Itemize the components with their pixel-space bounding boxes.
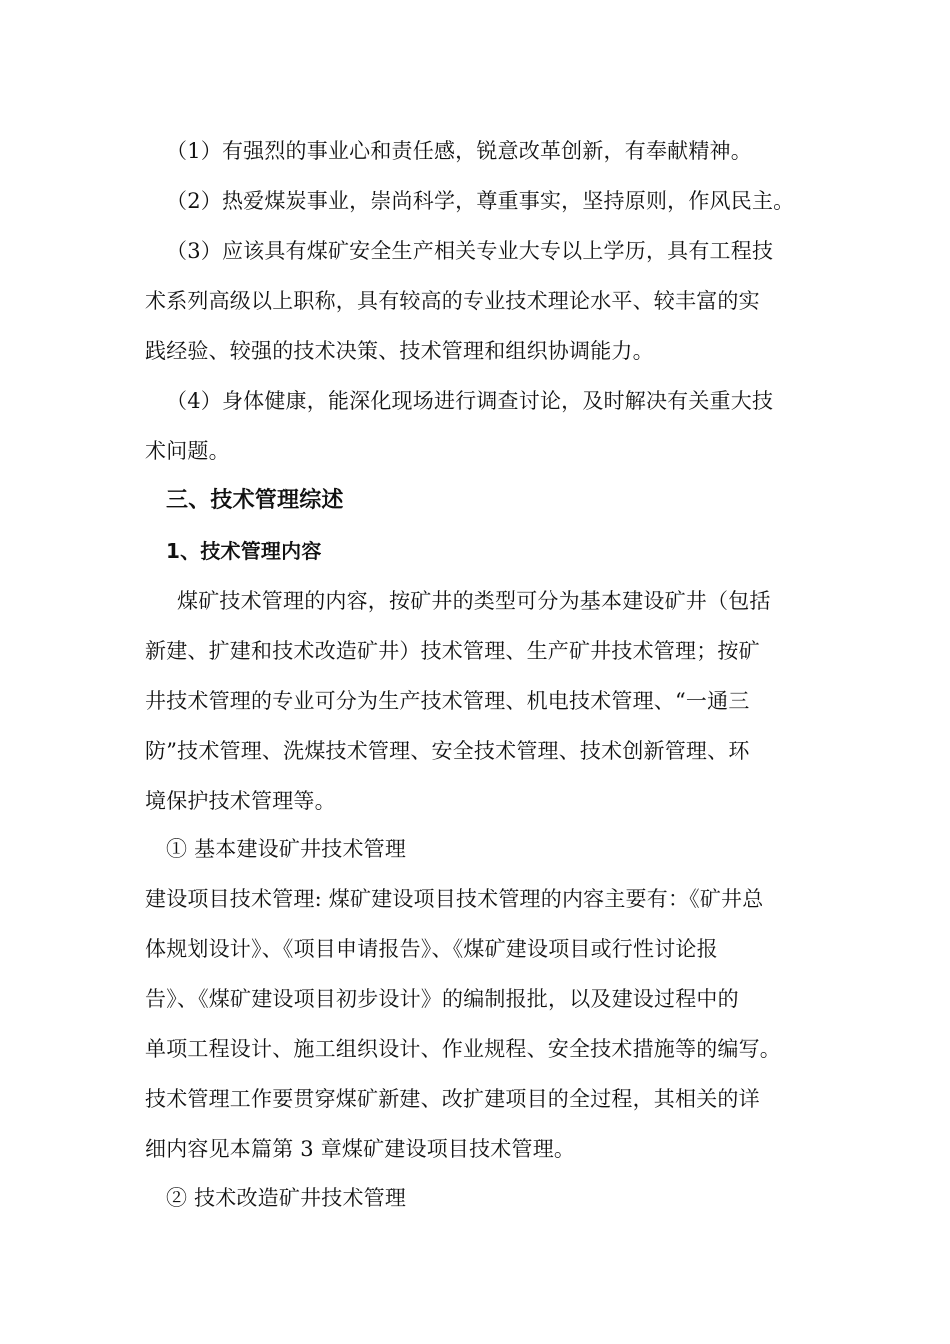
- construction-line-1: 建设项目技术管理: 煤矿建设项目技术管理的内容主要有：《矿井总: [145, 887, 764, 911]
- requirement-3-line-3: 践经验、较强的技术决策、技术管理和组织协调能力。: [145, 339, 654, 363]
- construction-line-4: 单项工程设计、施工组织设计、作业规程、安全技术措施等的编写。: [145, 1037, 781, 1061]
- item-heading-1: ① 基本建设矿井技术管理: [166, 837, 407, 861]
- paragraph-line-4: 防”技术管理、洗煤技术管理、安全技术管理、技术创新管理、环: [145, 739, 750, 763]
- requirement-1: （1）有强烈的事业心和责任感，锐意改革创新，有奉献精神。: [166, 139, 752, 163]
- construction-line-5: 技术管理工作要贯穿煤矿新建、改扩建项目的全过程，其相关的详: [145, 1087, 760, 1111]
- requirement-4-line-2: 术问题。: [145, 439, 230, 463]
- requirement-3-line-1: （3）应该具有煤矿安全生产相关专业大专以上学历，具有工程技: [166, 239, 774, 263]
- construction-line-6: 细内容见本篇第 3 章煤矿建设项目技术管理。: [145, 1137, 576, 1161]
- construction-line-2: 体规划设计》、《项目申请报告》、《煤矿建设项目或行性讨论报: [145, 937, 718, 961]
- construction-line-3: 告》、《煤矿建设项目初步设计》的编制报批，以及建设过程中的: [145, 987, 739, 1011]
- subsection-heading: 1、技术管理内容: [166, 539, 322, 563]
- requirement-3-line-2: 术系列高级以上职称，具有较高的专业技术理论水平、较丰富的实: [145, 289, 760, 313]
- paragraph-line-3: 井技术管理的专业可分为生产技术管理、机电技术管理、“一通三: [145, 689, 750, 713]
- item-heading-2: ② 技术改造矿井技术管理: [166, 1186, 407, 1210]
- paragraph-line-5: 境保护技术管理等。: [145, 789, 336, 813]
- section-heading: 三、技术管理综述: [166, 488, 344, 513]
- paragraph-line-1: 煤矿技术管理的内容，按矿井的类型可分为基本建设矿井（包括: [177, 589, 771, 613]
- requirement-4-line-1: （4）身体健康，能深化现场进行调查讨论，及时解决有关重大技: [166, 389, 774, 413]
- paragraph-line-2: 新建、扩建和技术改造矿井）技术管理、生产矿井技术管理；按矿: [145, 639, 760, 663]
- requirement-2: （2）热爱煤炭事业，崇尚科学，尊重事实，坚持原则，作风民主。: [166, 189, 795, 213]
